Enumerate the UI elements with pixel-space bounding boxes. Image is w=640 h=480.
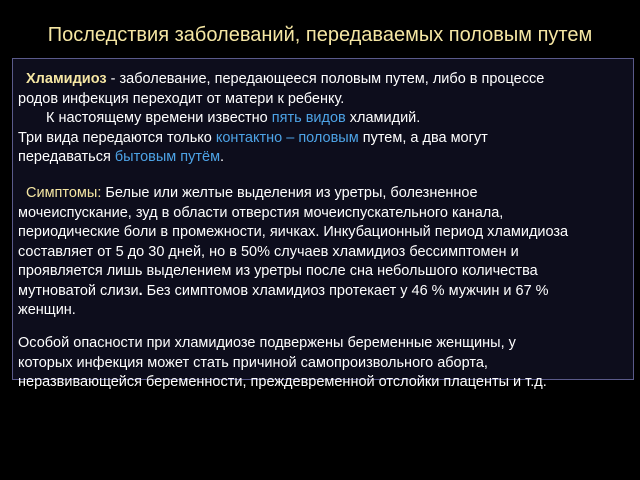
symptoms-line-6-start: мутноватой слизи [18, 282, 139, 299]
pregnancy-line-2: которых инфекция может стать причиной самопроизвольного аборта, [18, 354, 488, 371]
paragraph-definition [18, 70, 622, 168]
definition-line-4 [18, 129, 622, 149]
definition-line-5-start: передаваться [18, 149, 115, 165]
symptoms-line-7: женщин. [18, 302, 76, 318]
definition-line-5 [18, 148, 622, 168]
link-household-route[interactable]: бытовым путём [114, 149, 221, 165]
slide-title: Последствия заболеваний, передаваемых половым путем [47, 24, 593, 46]
link-five-species[interactable]: пять видов [271, 110, 346, 126]
symptoms-line-3: периодические боли в промежности, яичках. Инкубационный период хламидиоза [18, 224, 569, 240]
symptoms-label: Симптомы: [26, 185, 102, 201]
symptoms-line-6 [18, 282, 622, 302]
pregnancy-line-1: Особой опасности при хламидиозе подвержены беременные женщины, у [18, 335, 516, 351]
pregnancy-line-3: неразвивающейся беременности, преждевременной отслойки плаценты и т.д. [18, 374, 547, 390]
definition-line-2: родов инфекция переходит от матери к ребенку. [18, 90, 345, 107]
definition-line-3-start: К настоящему времени известно [46, 110, 272, 126]
paragraph-symptoms [18, 184, 622, 321]
symptoms-line-4: составляет от 5 до 30 дней, но в 50% случаев хламидиоз бессимптомен и [18, 243, 519, 260]
symptoms-line-6-bold: . [138, 282, 143, 299]
definition-line-4-end: путем, а два могут [358, 129, 488, 146]
paragraph-pregnancy [18, 334, 622, 393]
definition-line-4-start: Три вида передаются только [18, 129, 216, 146]
link-sexual-contact[interactable]: контактно – половым [215, 129, 359, 146]
symptoms-line-6-end: Без симптомов хламидиоз протекает у 46 % мужчин и 67 % [142, 282, 549, 299]
symptoms-line-1 [18, 184, 622, 204]
symptoms-line-5: проявляется лишь выделением из уретры после сна небольшого количества [18, 263, 538, 279]
definition-line-3 [18, 109, 622, 129]
symptoms-line-2: мочеиспускание, зуд в области отверстия мочеиспускательного канала, [18, 204, 504, 221]
definition-line-5-end: . [220, 149, 225, 165]
term-chlamydia: Хламидиоз [26, 71, 107, 87]
symptoms-line-1-text: Белые или желтые выделения из уретры, болезненное [101, 185, 478, 201]
definition-line-1 [18, 70, 622, 90]
definition-line-1-text: - заболевание, передающееся половым путем, либо в процессе [106, 71, 545, 87]
definition-line-3-end: хламидий. [345, 110, 421, 126]
